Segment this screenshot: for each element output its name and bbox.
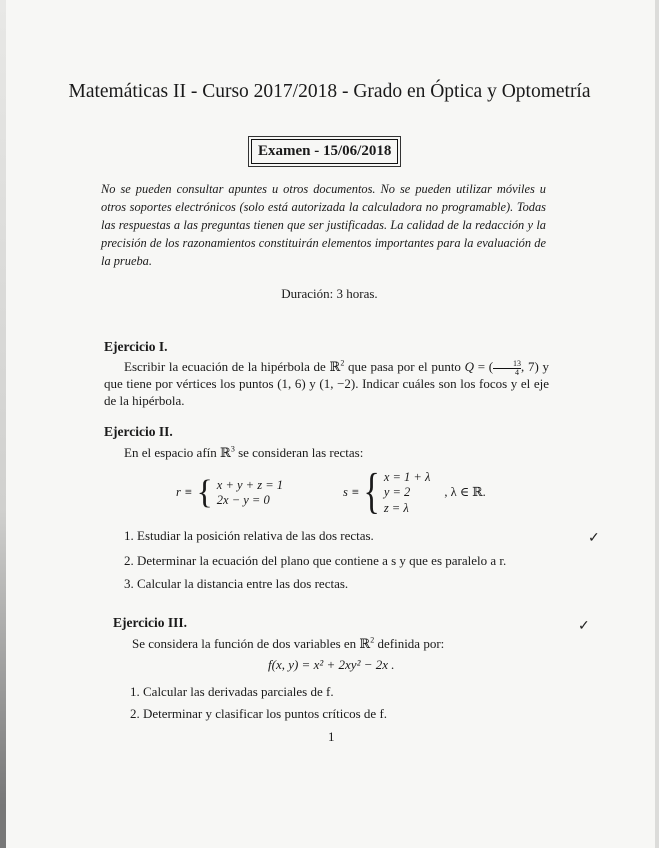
- line-systems: [104, 467, 549, 519]
- s-label: s ≡: [343, 485, 360, 500]
- brace-icon: {: [363, 465, 380, 520]
- ex1-text: que pasa por el punto: [344, 359, 465, 374]
- equation: x + y + z = 1: [216, 477, 284, 492]
- handwritten-check-icon: ✓: [578, 619, 590, 634]
- function-formula: f(x, y) = x² + 2xy² − 2x .: [268, 657, 395, 672]
- exercises: [104, 338, 549, 745]
- ex2-text: se consideran las rectas:: [234, 445, 364, 460]
- numerator: 13: [493, 360, 521, 369]
- equation: 2x − y = 0: [216, 493, 270, 507]
- exercise-1-title: Ejercicio I.: [104, 339, 168, 354]
- ex1-sup: 2: [340, 358, 345, 368]
- exam-rules: No se pueden consultar apuntes u otros documentos. No se pueden utilizar móviles u otros soportes electrónicos (solo está autorizada la calculadora no programable). Todas las respuestas a las preguntas tienen que ser justificadas. La calidad de la redacción y la precisión de los razonamientos constituirán elementos importantes para la evaluación de la prueba.: [101, 182, 546, 268]
- scan-edge-left: [0, 0, 6, 848]
- exercise-2-title: Ejercicio II.: [104, 424, 173, 439]
- handwritten-check-icon: ✓: [588, 531, 600, 546]
- document-title: Matemáticas II - Curso 2017/2018 - Grado en Óptica y Optometría: [68, 81, 591, 102]
- parameter-domain: , λ ∈ ℝ.: [444, 485, 486, 500]
- equation: x = 1 + λ: [383, 469, 431, 484]
- r-label: r ≡: [176, 485, 193, 500]
- line-r-system: [176, 476, 283, 510]
- ex1-text: Escribir la ecuación de la hipérbola de ℝ: [124, 359, 341, 374]
- equation: z = λ: [383, 500, 409, 515]
- exercise-3-title: Ejercicio III.: [113, 615, 187, 630]
- line-s-system: [343, 465, 486, 520]
- exercise-2-item-2: 2. Determinar la ecuación del plano que contiene a s y que es paralelo a r.: [124, 553, 507, 568]
- page-number: 1: [328, 729, 335, 744]
- ex1-text: , 7) y que tiene por vértices los puntos (1, 6) y (1, −2). Indicar cuáles son los focos y el eje de la hipérbola.: [104, 359, 549, 408]
- ex3-text: definida por:: [374, 636, 445, 651]
- s-equations: [384, 470, 431, 517]
- denominator: 4: [515, 367, 520, 377]
- exercise-2-item-3: 3. Calcular la distancia entre las dos rectas.: [124, 576, 349, 591]
- equation: y = 2: [383, 485, 411, 500]
- exercise-2-item-1: 1. Estudiar la posición relativa de las dos rectas.: [124, 528, 374, 543]
- brace-icon: {: [196, 474, 213, 511]
- exercise-1-statement: [104, 358, 549, 409]
- ex2-sup: 3: [230, 444, 235, 454]
- scan-edge-right: [655, 0, 659, 848]
- ex1-q: Q: [464, 359, 475, 374]
- ex1-text: = (: [474, 359, 494, 374]
- exercise-3-item-1: 1. Calcular las derivadas parciales de f.: [130, 684, 334, 699]
- exercise-3-item-2: 2. Determinar y clasificar los puntos críticos de f.: [130, 706, 388, 721]
- ex2-text: En el espacio afín ℝ: [124, 445, 231, 460]
- exam-date-box: Examen - 15/06/2018: [251, 139, 398, 164]
- exam-duration: Duración: 3 horas.: [281, 286, 378, 301]
- exercise-2-intro: [104, 444, 549, 461]
- ex3-text: Se considera la función de dos variables en ℝ: [132, 636, 371, 651]
- ex3-sup: 2: [370, 635, 375, 645]
- exercise-3-intro: [104, 635, 549, 652]
- fraction: [493, 360, 521, 377]
- r-equations: [217, 478, 283, 509]
